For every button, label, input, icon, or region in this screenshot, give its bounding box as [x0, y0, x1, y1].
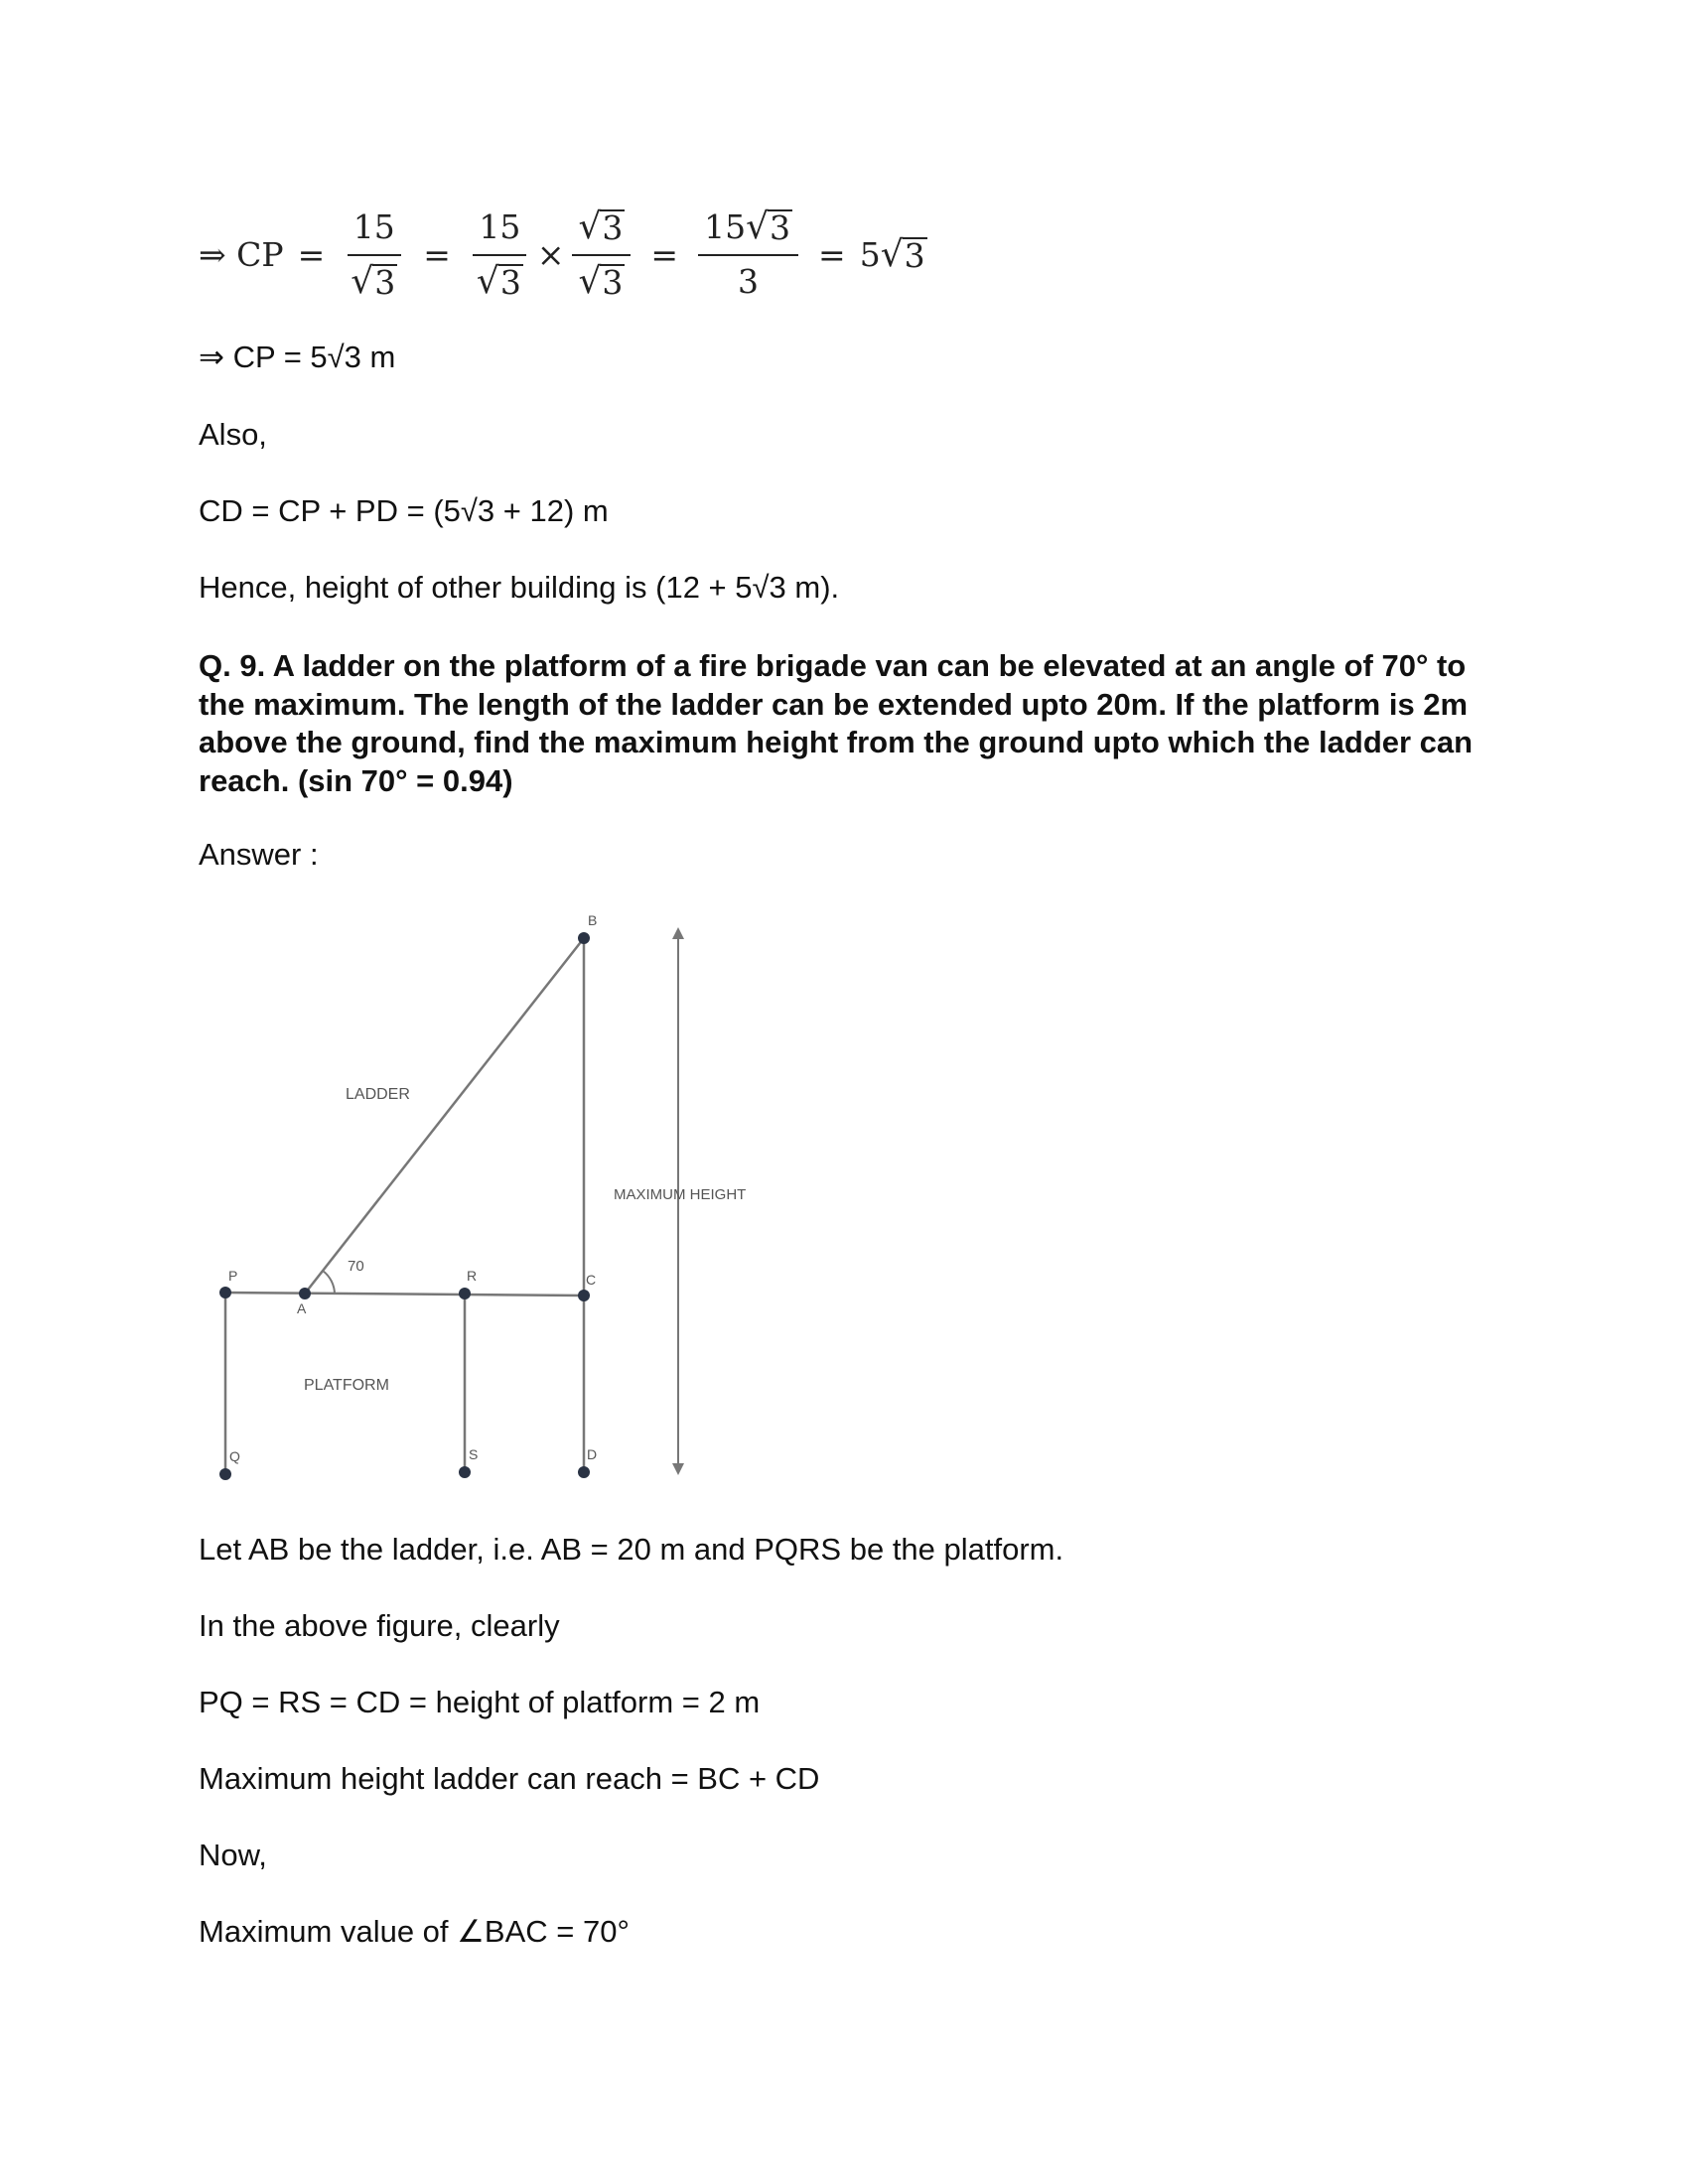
- label-s: S: [469, 1446, 479, 1462]
- fraction-15-over-root3-b: [471, 207, 529, 301]
- point-a: [299, 1288, 311, 1299]
- fraction-15-over-root3: [345, 207, 403, 301]
- also-line: Also,: [199, 417, 267, 452]
- point-q: [219, 1468, 231, 1480]
- numerator: 15: [348, 207, 401, 256]
- radicand: 3: [602, 263, 624, 302]
- sqrt: [578, 206, 625, 247]
- solution-line-2: In the above figure, clearly: [199, 1608, 560, 1643]
- label-max-height: MAXIMUM HEIGHT: [614, 1186, 747, 1203]
- radicand: 3: [904, 235, 925, 275]
- numerator: 15: [473, 207, 526, 256]
- cd-line: CD = CP + PD = (5√3 + 12) m: [199, 493, 609, 528]
- equals-sign: =: [423, 234, 451, 274]
- times-sign: ×: [536, 234, 565, 274]
- radicand: 3: [499, 263, 521, 302]
- cp-lhs: ⇒ CP: [199, 234, 284, 274]
- label-d: D: [587, 1446, 598, 1462]
- solution-line-5: Now,: [199, 1838, 267, 1872]
- point-b: [578, 932, 590, 944]
- radical-sign: √: [578, 261, 602, 302]
- point-p: [219, 1287, 231, 1298]
- result-5root3: [860, 235, 927, 274]
- ladder-line-ab: [305, 938, 584, 1294]
- radicand: 3: [602, 208, 624, 247]
- answer-label: Answer :: [199, 837, 319, 872]
- radical-sign: √: [578, 206, 602, 247]
- hence-line: Hence, height of other building is (12 + 5√3 m).: [199, 570, 840, 605]
- coefficient: 15: [704, 207, 747, 246]
- radicand: 3: [374, 263, 396, 302]
- label-c: C: [586, 1272, 597, 1288]
- equals-sign: =: [297, 234, 326, 274]
- label-platform: PLATFORM: [304, 1377, 389, 1394]
- ladder-platform-diagram: [199, 903, 814, 1499]
- radicand: 3: [770, 208, 791, 247]
- fraction-root3-over-root3: [572, 207, 631, 301]
- numerator: [572, 207, 631, 256]
- equals-sign: =: [650, 234, 679, 274]
- sqrt: [880, 233, 927, 275]
- angle-arc: [323, 1271, 335, 1295]
- solution-line-4: Maximum height ladder can reach = BC + CD: [199, 1761, 820, 1796]
- sqrt: [476, 261, 523, 302]
- label-r: R: [467, 1268, 478, 1284]
- point-r: [459, 1288, 471, 1299]
- sqrt: [351, 261, 397, 302]
- radical-sign: √: [476, 261, 499, 302]
- label-ladder: LADDER: [346, 1086, 410, 1103]
- label-a: A: [297, 1300, 307, 1316]
- equals-sign: =: [818, 234, 846, 274]
- radical-sign: √: [351, 261, 374, 302]
- point-s: [459, 1466, 471, 1478]
- label-angle: 70: [348, 1258, 364, 1275]
- numerator: [698, 207, 798, 256]
- question-9: Q. 9. A ladder on the platform of a fire brigade van can be elevated at an angle of 70° to the maximum. The length of the ladder can be extended upto 20m. If the platform is 2m above the ground, find the maximum height from the ground upto which the ladder can reach. (sin 70° = 0.94): [199, 648, 1474, 798]
- sqrt: [746, 206, 792, 247]
- cp-fraction-equation: [199, 195, 927, 314]
- denominator: [345, 256, 403, 301]
- solution-line-1: Let AB be the ladder, i.e. AB = 20 m and PQRS be the platform.: [199, 1532, 1064, 1567]
- solution-line-3: PQ = RS = CD = height of platform = 2 m: [199, 1685, 761, 1719]
- solution-line-6: Maximum value of ∠BAC = 70°: [199, 1914, 630, 1949]
- sqrt: [578, 261, 625, 302]
- point-c: [578, 1290, 590, 1301]
- radical-sign: √: [880, 233, 904, 275]
- label-b: B: [588, 912, 598, 928]
- label-q: Q: [229, 1448, 240, 1464]
- cp-result-line: ⇒ CP = 5√3 m: [199, 340, 396, 374]
- denominator: [471, 256, 529, 301]
- platform-top-line: [225, 1293, 584, 1296]
- label-p: P: [228, 1268, 238, 1284]
- denominator: 3: [738, 262, 760, 301]
- point-d: [578, 1466, 590, 1478]
- fraction-15root3-over-3: [698, 207, 798, 301]
- radical-sign: √: [746, 206, 770, 247]
- denominator: [572, 256, 631, 301]
- coefficient: 5: [859, 234, 881, 274]
